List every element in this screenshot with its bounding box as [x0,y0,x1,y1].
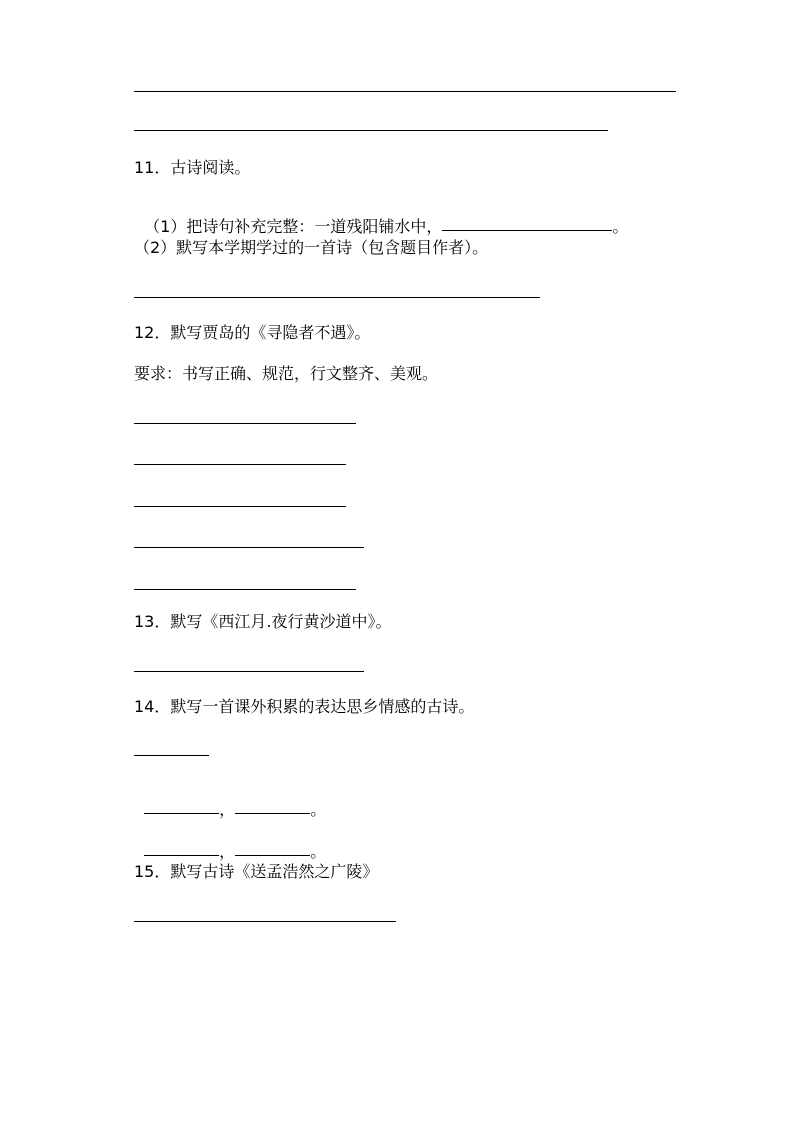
question-11-title: 11．古诗阅读。 [134,158,251,177]
question-11-part-1-end: 。 [612,217,629,236]
question-14-title: 14．默写一首课外积累的表达思乡情感的古诗。 [134,697,475,716]
answer-blank-line[interactable] [134,755,209,756]
answer-blank-line[interactable] [134,921,396,922]
question-11-part-2: （2）默写本学期学过的一首诗（包含题目作者）。 [134,238,489,257]
period-text: 。 [310,842,327,861]
answer-blank-inline[interactable] [235,855,310,856]
answer-blank-line[interactable] [134,589,356,590]
question-15-title: 15．默写古诗《送孟浩然之广陵》 [134,862,379,881]
period-text: 。 [310,800,327,819]
answer-blank-inline[interactable] [235,813,310,814]
answer-blank-line[interactable] [134,130,608,131]
question-12-requirement: 要求：书写正确、规范，行文整齐、美观。 [134,364,439,383]
question-14-couplet-1 [134,780,326,820]
answer-blank-line[interactable] [134,91,676,92]
answer-blank-line[interactable] [134,671,364,672]
question-12-title: 12．默写贾岛的《寻隐者不遇》。 [134,323,371,342]
answer-blank-line[interactable] [134,547,364,548]
answer-blank-line[interactable] [134,423,356,424]
comma-text: ， [219,800,236,819]
answer-blank-line[interactable] [134,506,346,507]
answer-blank-line[interactable] [134,297,540,298]
question-14-couplet-2 [134,822,326,862]
answer-blank-inline[interactable] [144,855,219,856]
answer-blank-line[interactable] [134,464,346,465]
question-11-part-1-prompt: （1）把诗句补充完整：一道残阳铺水中， [144,217,443,236]
comma-text: ， [219,842,236,861]
question-13-title: 13．默写《西江月.夜行黄沙道中》。 [134,612,392,631]
answer-blank-inline[interactable] [442,230,612,231]
question-11-part-1 [134,197,628,237]
answer-blank-inline[interactable] [144,813,219,814]
